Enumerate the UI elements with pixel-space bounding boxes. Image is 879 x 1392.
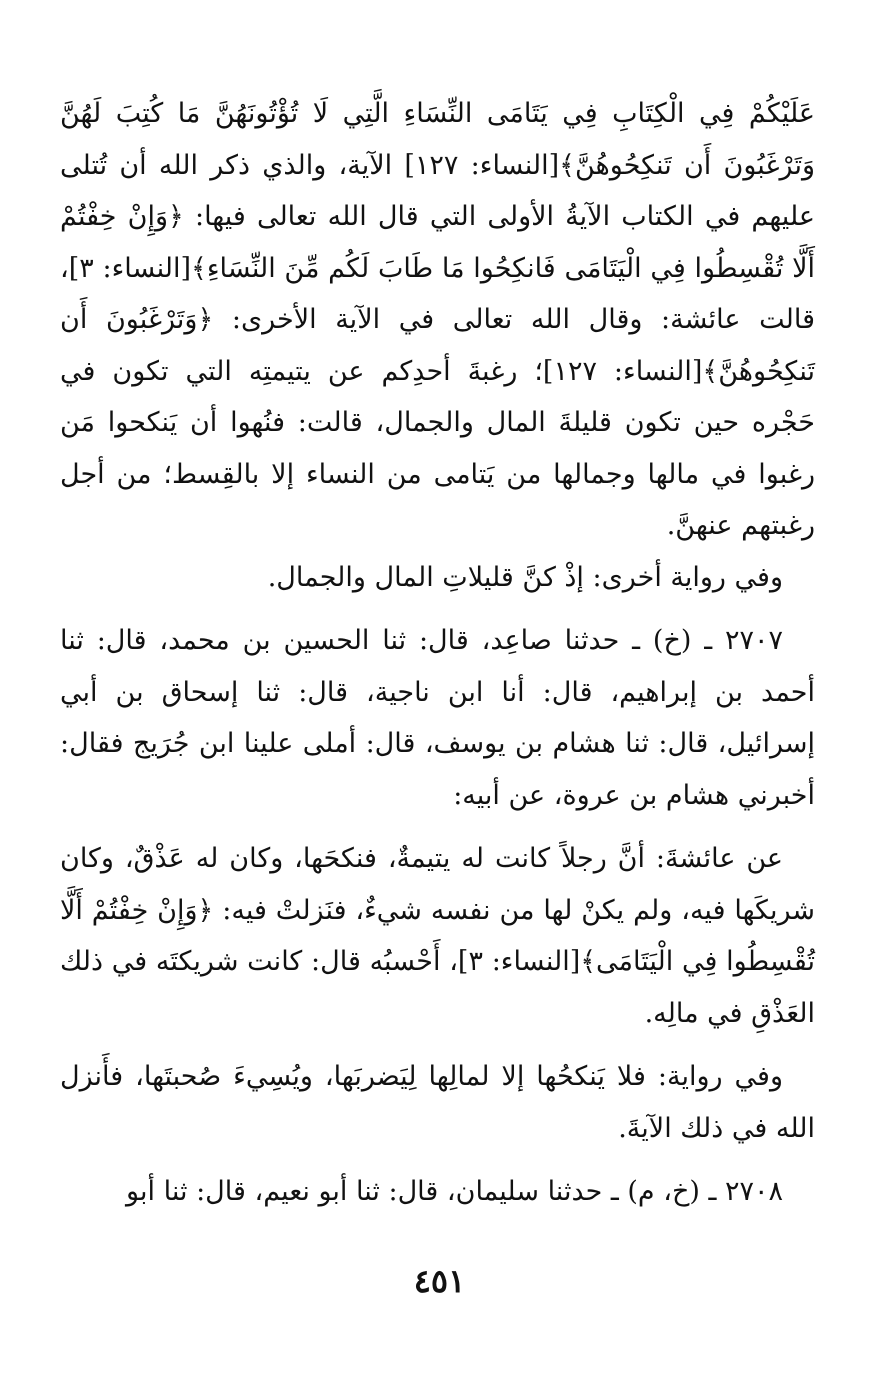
page-body	[60, 88, 815, 1218]
paragraph-hadith-2708-isnad: ٢٧٠٨ ـ (خ، م) ـ حدثنا سليمان، قال: ثنا أبو نعيم، قال: ثنا أبو	[126, 1176, 783, 1207]
paragraph-other-narration: وفي رواية أخرى: إذْ كنَّ قليلاتِ المال والجمال.	[267, 561, 783, 593]
paragraph-hadith-2707-isnad: ٢٧٠٧ ـ (خ) ـ حدثنا صاعِد، قال: ثنا الحسين بن محمد، قال: ثنا أحمد بن إبراهيم، قال: أنا ابن ناجية، قال: ثنا إسحاق بن أبي إسرائيل، قال: ثنا هشام بن يوسف، قال: أملى علينا ابن جُرَيج فقال: أخبرني هشام بن عروة، عن أبيه:	[60, 625, 815, 811]
page-number: ٤٥١	[413, 1262, 466, 1300]
paragraph-narration-variant: وفي رواية: فلا يَنكحُها إلا لمالِها لِيَضربَها، ويُسِيءَ صُحبتَها، فأَنزل الله في ذلك الآيةَ.	[60, 1061, 815, 1144]
paragraph-hadith-2707-matn: عن عائشةَ: أنَّ رجلاً كانت له يتيمةٌ، فنكحَها، وكان له عَذْقٌ، وكان شريكَها فيه، ولم يكنْ لها من نفسه شيءٌ، فنَزلتْ فيه: ﴿وَإِنْ خِفْتُمْ أَلَّا تُقْسِطُوا فِي الْيَتَامَى﴾[النساء: ٣]، أَحْسبُه قال: كانت شريكتَه في ذلك العَذْقِ في مالِه.	[60, 843, 815, 1029]
paragraph-hadith-continuation: عَلَيْكُمْ فِي الْكِتَابِ فِي يَتَامَى النِّسَاءِ الَّتِي لَا تُؤْتُونَهُنَّ مَا كُتِبَ لَهُنَّ وَتَرْغَبُونَ أَن تَنكِحُوهُنَّ﴾[النساء: ١٢٧] الآية، والذي ذكر الله أن تُتلى عليهم في الكتاب الآيةُ الأولى التي قال الله تعالى فيها: ﴿وَإِنْ خِفْتُمْ أَلَّا تُقْسِطُوا فِي الْيَتَامَى فَانكِحُوا مَا طَابَ لَكُم مِّنَ النِّسَاءِ﴾[النساء: ٣]، قالت عائشة: وقال الله تعالى في الآية الأخرى: ﴿وَتَرْغَبُونَ أَن تَنكِحُوهُنَّ﴾[النساء: ١٢٧]؛ رغبةَ أحدِكم عن يتيمتِه التي تكون في حَجْره حين تكون قليلةَ المال والجمال، قالت: فنُهوا أن يَنكحوا مَن رغبوا في مالها وجمالها من يَتامى من النساء إلا بالقِسط؛ من أجل رغبتهم عنهنَّ.	[60, 98, 815, 541]
